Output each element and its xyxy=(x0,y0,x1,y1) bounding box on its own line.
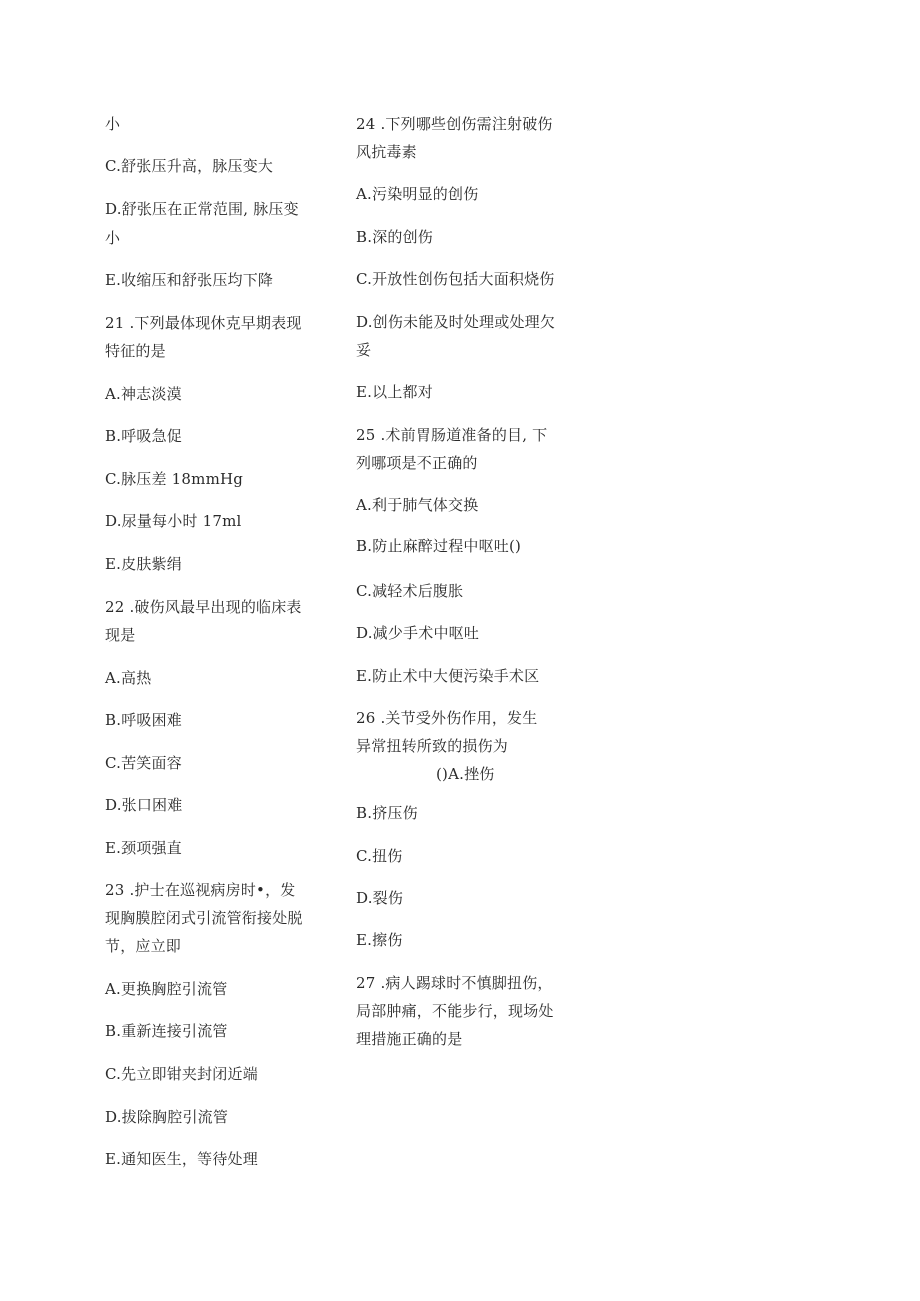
question-line: 24 .下列哪些创伤需注射破伤 xyxy=(356,115,553,133)
option-line: E.以上都对 xyxy=(356,383,433,401)
option-line: D.尿量每小时 17ml xyxy=(105,512,242,530)
option-line: D.裂伤 xyxy=(356,889,404,907)
question-line: 现胸膜腔闭式引流管衔接处脱 xyxy=(105,909,303,927)
option-line: A.污染明显的创伤 xyxy=(356,185,479,203)
option-line: ()A.挫伤 xyxy=(436,765,495,783)
option-line: D.舒张压在正常范围, 脉压变 xyxy=(105,200,299,218)
question-line: 节，应立即 xyxy=(105,937,182,955)
question-line: 23 .护士在巡视病房时•，发 xyxy=(105,881,296,899)
question-line: 21 .下列最体现休克早期表现 xyxy=(105,314,302,332)
question-line: 局部肿痛，不能步行，现场处 xyxy=(356,1002,554,1020)
question-line: 风抗毒素 xyxy=(356,143,417,161)
option-line: D.拔除胸腔引流管 xyxy=(105,1108,229,1126)
option-line: C.扭伤 xyxy=(356,847,403,865)
question-line: 特征的是 xyxy=(105,342,166,360)
text-line: 小 xyxy=(105,115,121,133)
question-line: 27 .病人踢球时不慎脚扭伤， xyxy=(356,974,553,992)
question-line: 22 .破伤风最早出现的临床表 xyxy=(105,598,302,616)
option-line: A.高热 xyxy=(105,669,152,687)
option-line: A.更换胸腔引流管 xyxy=(105,980,228,998)
option-line: B.深的创伤 xyxy=(356,228,433,246)
text-line: 小 xyxy=(105,229,121,247)
option-line: E.皮肤紫绢 xyxy=(105,555,182,573)
question-line: 理措施正确的是 xyxy=(356,1030,463,1048)
option-line: B.挤压伤 xyxy=(356,804,418,822)
option-line: D.减少手术中呕吐 xyxy=(356,624,480,642)
option-line: E.颈项强直 xyxy=(105,839,182,857)
option-line: E.收缩压和舒张压均下降 xyxy=(105,271,274,289)
option-line: B.重新连接引流管 xyxy=(105,1022,228,1040)
option-line: A.利于肺气体交换 xyxy=(356,496,479,514)
option-line: A.神志淡漠 xyxy=(105,385,182,403)
question-line: 26 .关节受外伤作用，发生 xyxy=(356,709,538,727)
option-line: B.呼吸困难 xyxy=(105,711,182,729)
question-line: 25 .术前胃肠道准备的目, 下 xyxy=(356,426,548,444)
option-line: D.创伤未能及时处理或处理欠 xyxy=(356,313,556,331)
text-line: 妥 xyxy=(356,341,372,359)
option-line: B.防止麻醉过程中呕吐() xyxy=(356,537,522,555)
option-line: B.呼吸急促 xyxy=(105,427,182,445)
question-line: 现是 xyxy=(105,626,136,644)
question-line: 异常扭转所致的损伤为 xyxy=(356,737,509,755)
option-line: E.防止术中大便污染手术区 xyxy=(356,667,540,685)
option-line: D.张口困难 xyxy=(105,796,183,814)
option-line: C.开放性创伤包括大面积烧伤 xyxy=(356,270,555,288)
question-line: 列哪项是不正确的 xyxy=(356,454,478,472)
option-line: C.苦笑面容 xyxy=(105,754,182,772)
option-line: C.舒张压升高，脉压变大 xyxy=(105,157,274,175)
option-line: E.通知医生，等待处理 xyxy=(105,1150,258,1168)
option-line: C.先立即钳夹封闭近端 xyxy=(105,1065,258,1083)
option-line: C.脉压差 18mmHg xyxy=(105,470,244,488)
option-line: C.减轻术后腹胀 xyxy=(356,582,464,600)
option-line: E.擦伤 xyxy=(356,931,403,949)
